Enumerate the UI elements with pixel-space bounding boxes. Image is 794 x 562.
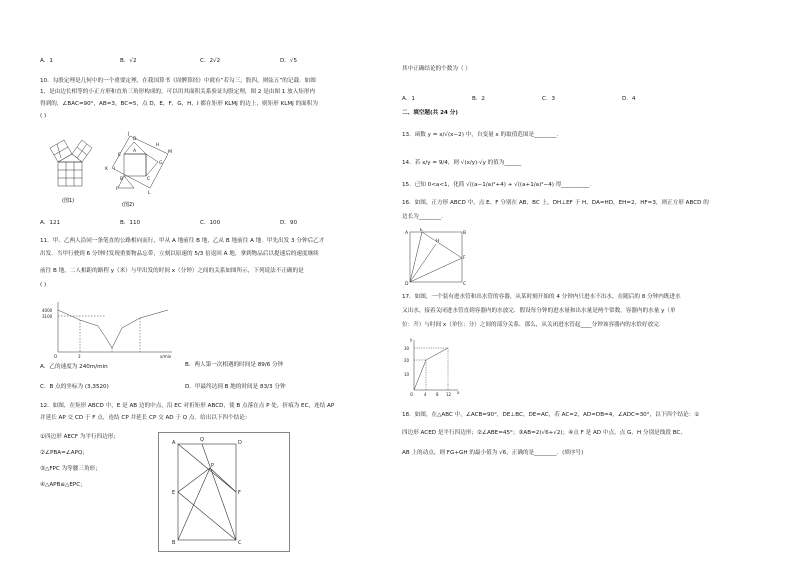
q12-option-d: D．4 bbox=[622, 96, 636, 102]
label-m: M bbox=[168, 150, 172, 155]
q10-line2: 1，是由边长相等的小正方形和直角三角形构成的，可以用其面积关系验证勾股定理，图 2 是由图 1 放入矩形内 bbox=[40, 89, 316, 95]
label-b: B bbox=[120, 177, 124, 182]
q16-line1: 16．如图，正方形 ABCD 中，点 E、F 分别在 AB、BC 上，DH⊥EF 于 H，DA=HD，EH=2，HF=3，则正方形 ABCD 的 bbox=[402, 200, 709, 206]
graph-x-3: 3 bbox=[78, 354, 81, 359]
q16-label-c: C bbox=[463, 282, 467, 286]
q16-label-d: D bbox=[405, 282, 409, 286]
label-j: J bbox=[128, 132, 130, 137]
q17-x-origin: O bbox=[410, 392, 414, 397]
q10-blank: ( ) bbox=[40, 113, 47, 119]
q10-option-c: C．100 bbox=[200, 220, 221, 226]
q18-line1: 18．如图，在△ABC 中，∠ACB=90°，DE⊥BC，DE=AC，若 AC=2，AD=DB=4，∠ADC=30°，以下四个结论：① bbox=[402, 412, 700, 418]
q17-line2: 又出水，接着关闭进水管直到容器内的水放完．假设每分钟的进水量和出水量是两个常数，容器内的水量 y（单 bbox=[402, 308, 676, 314]
q11-line1: 11．甲、乙两人沿同一条笔直的公路相向而行，甲从 A 地前往 B 地，乙从 B 地前往 A 地．甲先出发 3 分钟后乙才 bbox=[40, 238, 325, 244]
q12-line2: 并延长 AP 交 CD 于 F 点，连结 CP 并延长 CP 交 AD 于 Q 点．给出以下四个结论： bbox=[40, 415, 251, 421]
q12-line1: 12．如图，在矩形 ABCD 中，E 是 AB 边的中点，沿 EC 对折矩形 ABCD，使 B 点落在点 P 处，折痕为 EC，连结 AP bbox=[40, 403, 335, 409]
q17-y-20: 20 bbox=[404, 358, 410, 363]
q10-line3: 得到的，∠BAC=90°，AB=3，BC=5，点 D，E，F，G，H，I 都在矩形 KLMJ 的边上，则矩形 KLMJ 的面积为 bbox=[40, 101, 318, 107]
label-h: H bbox=[156, 143, 160, 148]
q12-conclusion-3: ③△FPC 为等腰三角形； bbox=[40, 466, 101, 472]
q12-label-q: Q bbox=[200, 437, 204, 443]
q12-option-a: A．1 bbox=[402, 96, 415, 102]
q12-conclusion-4: ④△APB≌△EPC； bbox=[40, 482, 86, 488]
q13: 13．函数 y = x/√(x−2) 中，自变量 x 的取值范围是________. bbox=[402, 132, 559, 138]
q12-label-f: F bbox=[238, 490, 241, 496]
fig2-caption: (图2) bbox=[122, 202, 135, 208]
q17-y-30: 30 bbox=[404, 346, 410, 351]
q11-option-c: C．B 点的坐标为 (3,3520) bbox=[40, 384, 109, 390]
q9-option-c: C．2√2 bbox=[200, 58, 221, 64]
q18-line3: AB 上的动点，则 FG+GH 的最小值为 √6，正确的是________．(填序号) bbox=[402, 450, 584, 456]
q16-label-b: B bbox=[463, 231, 467, 236]
label-a: A bbox=[133, 149, 137, 154]
q12-label-d: D bbox=[238, 440, 242, 446]
q11-line3: 前往 B 地，二人相距的路程 y（米）与甲出发的时间 x（分钟）之间的关系如图所示，下列说法不正确的是 bbox=[40, 268, 304, 274]
label-f: F bbox=[116, 187, 119, 192]
fig1-caption: (图1) bbox=[62, 198, 75, 204]
label-d: D bbox=[133, 137, 137, 142]
q12-figure bbox=[158, 432, 290, 552]
q17-y-10: 10 bbox=[404, 372, 410, 377]
q16-label-f: F bbox=[463, 256, 466, 261]
q16-label-a: A bbox=[405, 231, 409, 236]
q16-label-e: E bbox=[420, 228, 423, 233]
q16-label-h: H bbox=[436, 239, 440, 244]
q11-option-a: A．乙的速度为 240m/min bbox=[40, 364, 108, 370]
q10-option-d: D．90 bbox=[280, 220, 298, 226]
q11-graph bbox=[40, 296, 180, 360]
q17-x-axis: x bbox=[457, 390, 460, 395]
q11-line2: 出发．当甲行驶到 6 分钟时发现重要物品忘带，立刻以原速的 5/3 倍返回 A 地，拿到物品后以提速后的速度继续 bbox=[40, 251, 319, 257]
label-k: K bbox=[105, 167, 108, 172]
q12-label-p: P bbox=[211, 463, 215, 469]
q12-conclusion-2: ②∠PBA=∠APQ； bbox=[40, 450, 88, 456]
q10-option-b: B．110 bbox=[120, 220, 141, 226]
q10-figure-2 bbox=[102, 130, 174, 212]
q12-option-b: B．2 bbox=[472, 96, 485, 102]
q17-x-8: 8 bbox=[436, 392, 439, 397]
q12-label-c: C bbox=[238, 540, 242, 546]
q12-option-c: C．3 bbox=[542, 96, 556, 102]
q16-line2: 边长为________. bbox=[402, 214, 443, 220]
q17-x-12: 12 bbox=[446, 392, 452, 397]
q12-conclusion-1: ①四边形 AECF 为平行四边形； bbox=[40, 434, 119, 440]
label-i: I bbox=[114, 167, 116, 172]
q18-line2: 四边形 ACED 是平行四边形；②∠ABE=45°；③AB=2(√6+√2)；④点 F 是 AD 中点，点 G、H 分别是线段 BC、 bbox=[402, 430, 686, 436]
q11-option-b: B．两人第一次相遇的时间是 89/6 分钟 bbox=[185, 362, 284, 368]
q10-option-a: A．121 bbox=[40, 220, 61, 226]
graph-origin: O bbox=[54, 354, 58, 359]
q10-figure-1 bbox=[46, 124, 102, 210]
graph-x-axis-label: x/min bbox=[160, 354, 172, 359]
q15: 15．已知 0<a<1，化简 √((a−1/a)²+4) + √((a+1/a)²−4) 得__________. bbox=[402, 182, 592, 188]
q11-option-d: D．甲最终达到 B 地的时间是 83/3 分钟 bbox=[185, 384, 286, 390]
q12-tail: 其中正确结论的个数为（ ） bbox=[402, 66, 471, 72]
q16-figure bbox=[402, 228, 468, 286]
label-e: E bbox=[118, 153, 121, 158]
q12-label-a: A bbox=[172, 440, 176, 446]
q17-line1: 17．如图，一个装有进水管和出水管的容器，从某时刻开始的 4 分钟内只进水不出水，在随后的 8 分钟内既进水 bbox=[402, 294, 681, 300]
label-l: L bbox=[148, 191, 151, 196]
q17-axis-y-label: y bbox=[410, 337, 413, 342]
q9-option-a: A．1 bbox=[40, 58, 53, 64]
graph-y-4000: 4000 bbox=[42, 308, 53, 313]
q17-graph bbox=[402, 336, 462, 398]
section-fill-in-title: 二、填空题(共 24 分) bbox=[402, 110, 458, 116]
q11-blank: ( ) bbox=[40, 282, 47, 288]
q9-option-b: B．√2 bbox=[120, 58, 137, 64]
q14: 14．若 x/y = 9/4，则 √(x/y)·√y 的值为______ bbox=[402, 160, 522, 166]
graph-y-3100: 3100 bbox=[42, 314, 53, 319]
q10-line1: 10．勾股定理是几何中的一个重要定理，在我国算书《周髀算经》中就有“若勾三，股四，则弦五”的记载．如图 bbox=[40, 78, 316, 84]
q17-line3: 位：升）与时间 x（单位：分）之间的部分关系．那么，从关闭进水管起____分钟该容器内的水恰好放完. bbox=[402, 322, 661, 328]
q17-x-4: 4 bbox=[424, 392, 427, 397]
label-c: C bbox=[147, 177, 151, 182]
label-g: G bbox=[159, 161, 163, 166]
q12-label-b: B bbox=[172, 540, 176, 546]
q9-option-d: D．√5 bbox=[280, 58, 298, 64]
q12-label-e: E bbox=[172, 490, 176, 496]
